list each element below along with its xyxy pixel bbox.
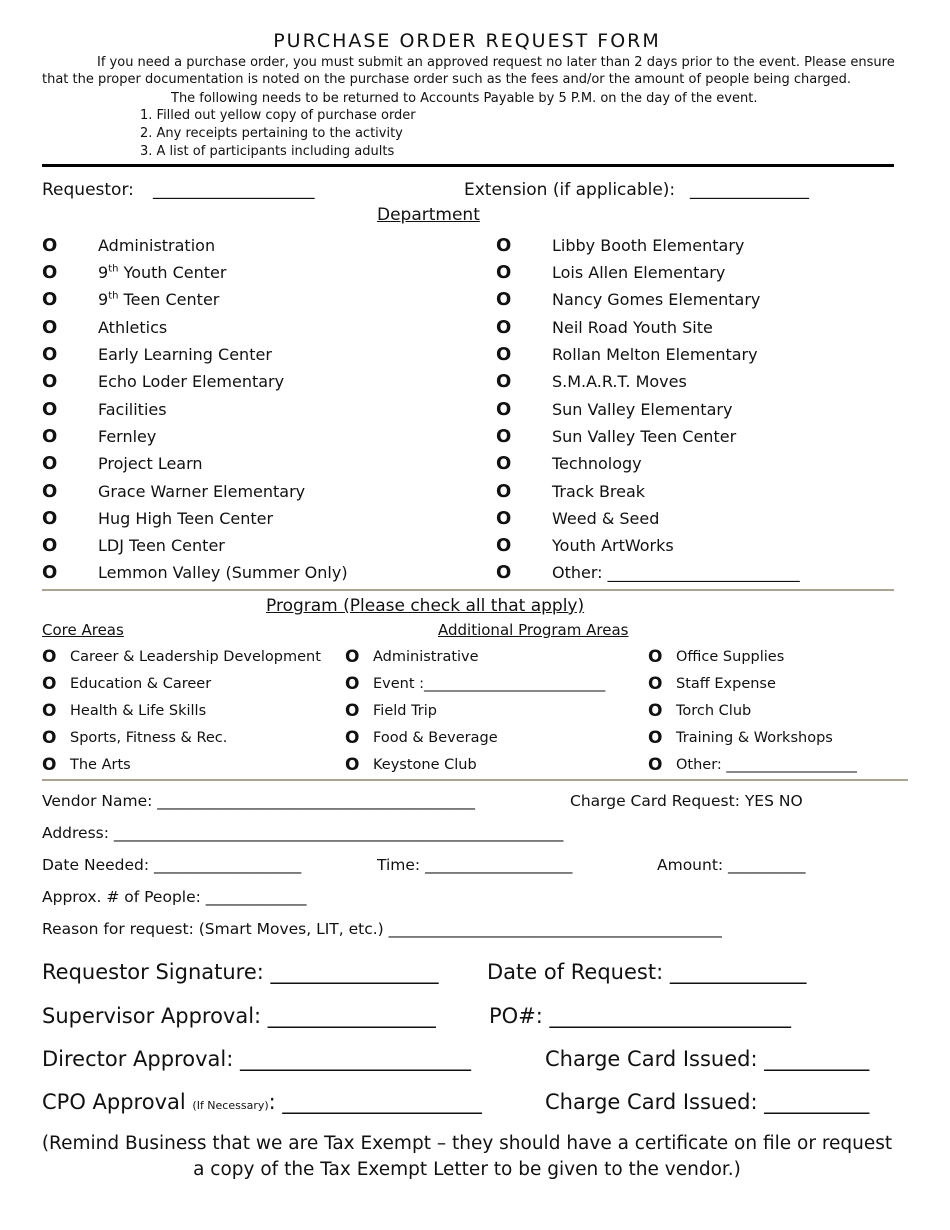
radio-button[interactable]: O xyxy=(42,562,58,583)
po-number-field[interactable]: PO#: _______________________ xyxy=(489,1004,792,1028)
tax-exempt-note: (Remind Business that we are Tax Exempt – they should have a certificate on file or request a copy of the Tax Exempt Letter to be given to the vendor.) xyxy=(41,1133,893,1180)
director-approval-field[interactable]: Director Approval: ______________________ xyxy=(42,1047,471,1071)
dept-option-weed-seed: Weed & Seed xyxy=(552,509,660,528)
radio-button[interactable]: O xyxy=(42,508,58,529)
checkbox[interactable]: O xyxy=(345,701,360,721)
radio-button[interactable]: O xyxy=(42,289,58,310)
dept-option-libby-booth: Libby Booth Elementary xyxy=(552,236,745,255)
radio-button[interactable]: O xyxy=(42,399,58,420)
radio-button[interactable]: O xyxy=(42,235,58,256)
core-areas-heading: Core Areas xyxy=(42,621,124,639)
program-option: Food & Beverage xyxy=(373,730,498,746)
radio-button[interactable]: O xyxy=(496,562,512,583)
dept-option-early-learning: Early Learning Center xyxy=(98,345,272,364)
intro-line-2: that the proper documentation is noted on the purchase order such as the fees and/or the amount of people being charged. xyxy=(42,72,851,87)
dept-option-project-learn: Project Learn xyxy=(98,454,203,473)
checkbox[interactable]: O xyxy=(42,674,57,694)
dept-option-9th-youth-center: 9th Youth Center xyxy=(98,263,227,282)
radio-button[interactable]: O xyxy=(42,262,58,283)
vendor-name-field[interactable]: Vendor Name: _________________________________________ xyxy=(42,792,476,810)
dept-option-lois-allen: Lois Allen Elementary xyxy=(552,263,726,282)
additional-areas-heading: Additional Program Areas xyxy=(438,621,629,639)
dept-option-other[interactable]: Other: ________________________ xyxy=(552,563,800,582)
radio-button[interactable]: O xyxy=(496,481,512,502)
program-option-event[interactable]: Event :_________________________ xyxy=(373,676,606,692)
program-option: Torch Club xyxy=(676,703,752,719)
reason-field[interactable]: Reason for request: (Smart Moves, LIT, etc.) ___________________________________________ xyxy=(42,920,722,938)
radio-button[interactable]: O xyxy=(496,371,512,392)
dept-option-youth-artworks: Youth ArtWorks xyxy=(552,536,674,555)
dept-option-fernley: Fernley xyxy=(98,427,157,446)
radio-button[interactable]: O xyxy=(496,289,512,310)
program-option-other[interactable]: Other: __________________ xyxy=(676,757,857,773)
people-count-field[interactable]: Approx. # of People: _____________ xyxy=(42,888,307,906)
checkbox[interactable]: O xyxy=(42,755,57,775)
checkbox[interactable]: O xyxy=(648,755,663,775)
intro-list-item: 3. A list of participants including adults xyxy=(140,144,395,159)
charge-card-request[interactable]: Charge Card Request: YES NO xyxy=(570,792,803,810)
program-option: Keystone Club xyxy=(373,757,477,773)
checkbox[interactable]: O xyxy=(345,728,360,748)
department-divider xyxy=(42,589,894,591)
dept-option-neil-road: Neil Road Youth Site xyxy=(552,318,713,337)
radio-button[interactable]: O xyxy=(496,317,512,338)
program-option: Career & Leadership Development xyxy=(70,649,321,665)
radio-button[interactable]: O xyxy=(42,344,58,365)
intro-line-3: The following needs to be returned to Accounts Payable by 5 P.M. on the day of the event. xyxy=(171,91,758,106)
radio-button[interactable]: O xyxy=(42,317,58,338)
checkbox[interactable]: O xyxy=(345,755,360,775)
date-of-request-field[interactable]: Date of Request: _____________ xyxy=(487,960,807,984)
radio-button[interactable]: O xyxy=(496,508,512,529)
radio-button[interactable]: O xyxy=(42,481,58,502)
program-divider xyxy=(42,779,908,781)
supervisor-approval-field[interactable]: Supervisor Approval: ________________ xyxy=(42,1004,436,1028)
requestor-signature-field[interactable]: Requestor Signature: ________________ xyxy=(42,960,439,984)
checkbox[interactable]: O xyxy=(42,701,57,721)
requestor-label: Requestor: xyxy=(42,180,134,200)
radio-button[interactable]: O xyxy=(496,262,512,283)
dept-option-administration: Administration xyxy=(98,236,216,255)
extension-label: Extension (if applicable): xyxy=(464,180,676,200)
dept-option-facilities: Facilities xyxy=(98,400,167,419)
date-needed-field[interactable]: Date Needed: ___________________ xyxy=(42,856,302,874)
program-option: Office Supplies xyxy=(676,649,785,665)
checkbox[interactable]: O xyxy=(345,647,360,667)
address-field[interactable]: Address: __________________________________________________________ xyxy=(42,824,564,842)
program-option: Administrative xyxy=(373,649,479,665)
dept-option-sun-valley-elem: Sun Valley Elementary xyxy=(552,400,733,419)
intro-line-1: If you need a purchase order, you must submit an approved request no later than 2 days prior to the event. Please ensure xyxy=(97,55,895,70)
radio-button[interactable]: O xyxy=(496,235,512,256)
dept-option-ldj-teen: LDJ Teen Center xyxy=(98,536,225,555)
dept-option-nancy-gomes: Nancy Gomes Elementary xyxy=(552,290,761,309)
program-option: Sports, Fitness & Rec. xyxy=(70,730,228,746)
dept-option-technology: Technology xyxy=(552,454,642,473)
time-field[interactable]: Time: ___________________ xyxy=(377,856,573,874)
dept-option-9th-teen-center: 9th Teen Center xyxy=(98,290,220,309)
amount-field[interactable]: Amount: __________ xyxy=(657,856,806,874)
extension-field[interactable]: ______________ xyxy=(690,180,809,200)
program-option: Staff Expense xyxy=(676,676,776,692)
radio-button[interactable]: O xyxy=(42,535,58,556)
radio-button[interactable]: O xyxy=(42,371,58,392)
header-divider xyxy=(42,164,894,167)
cpo-approval-field[interactable]: CPO Approval (If Necessary): ___________________ xyxy=(42,1090,482,1114)
form-title: PURCHASE ORDER REQUEST FORM xyxy=(273,30,661,52)
checkbox[interactable]: O xyxy=(648,728,663,748)
radio-button[interactable]: O xyxy=(496,426,512,447)
dept-option-hug-high: Hug High Teen Center xyxy=(98,509,274,528)
dept-option-smart-moves: S.M.A.R.T. Moves xyxy=(552,372,687,391)
program-heading: Program (Please check all that apply) xyxy=(266,596,585,616)
radio-button[interactable]: O xyxy=(496,535,512,556)
radio-button[interactable]: O xyxy=(496,399,512,420)
checkbox[interactable]: O xyxy=(345,674,360,694)
program-option: The Arts xyxy=(70,757,131,773)
checkbox[interactable]: O xyxy=(648,701,663,721)
dept-option-track-break: Track Break xyxy=(552,482,646,501)
radio-button[interactable]: O xyxy=(42,453,58,474)
dept-option-athletics: Athletics xyxy=(98,318,168,337)
dept-option-echo-loder: Echo Loder Elementary xyxy=(98,372,285,391)
dept-option-grace-warner: Grace Warner Elementary xyxy=(98,482,306,501)
program-option: Education & Career xyxy=(70,676,212,692)
checkbox[interactable]: O xyxy=(42,728,57,748)
program-option: Health & Life Skills xyxy=(70,703,207,719)
requestor-field[interactable]: ___________________ xyxy=(153,180,315,200)
dept-option-rollan-melton: Rollan Melton Elementary xyxy=(552,345,758,364)
checkbox[interactable]: O xyxy=(42,647,57,667)
department-heading: Department xyxy=(377,205,480,225)
radio-button[interactable]: O xyxy=(42,426,58,447)
charge-card-issued-field[interactable]: Charge Card Issued: __________ xyxy=(545,1047,870,1071)
dept-option-sun-valley-teen: Sun Valley Teen Center xyxy=(552,427,737,446)
intro-list-item: 1. Filled out yellow copy of purchase order xyxy=(140,108,416,123)
dept-option-lemmon-valley: Lemmon Valley (Summer Only) xyxy=(98,563,348,582)
program-option: Training & Workshops xyxy=(676,730,833,746)
checkbox[interactable]: O xyxy=(648,647,663,667)
checkbox[interactable]: O xyxy=(648,674,663,694)
intro-list-item: 2. Any receipts pertaining to the activity xyxy=(140,126,403,141)
charge-card-issued-field[interactable]: Charge Card Issued: __________ xyxy=(545,1090,870,1114)
radio-button[interactable]: O xyxy=(496,344,512,365)
radio-button[interactable]: O xyxy=(496,453,512,474)
program-option: Field Trip xyxy=(373,703,437,719)
